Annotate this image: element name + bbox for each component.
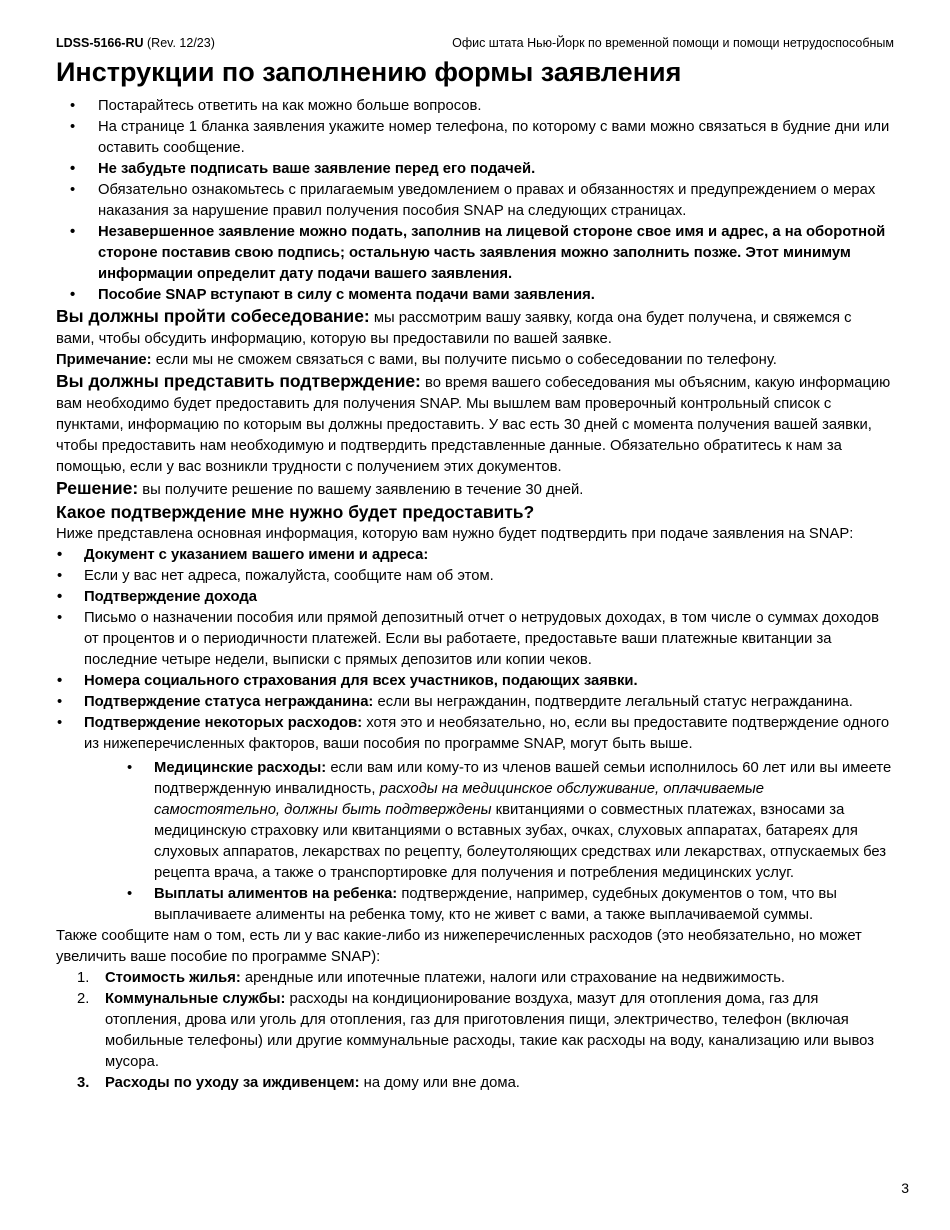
decision-heading: Решение: bbox=[56, 478, 139, 498]
item-label: Коммунальные службы: bbox=[105, 991, 286, 1007]
page-title: Инструкции по заполнению формы заявления bbox=[56, 57, 682, 87]
decision-text: вы получите решение по вашему заявлению в течение 30 дней. bbox=[138, 482, 584, 498]
page-header bbox=[56, 36, 894, 52]
proof-section-intro: Ниже представлена основная информация, которую вам нужно будет подтвердить при подаче заявления на SNAP: bbox=[56, 526, 854, 542]
proof-item-identity: • Документ с указанием вашего имени и адреса: bbox=[56, 545, 894, 566]
instruction-item: • На странице 1 бланка заявления укажите номер телефона, по которому с вами можно связаться в будние дни или оставить сообщение. bbox=[56, 117, 894, 159]
item-number: 2. bbox=[77, 991, 90, 1007]
other-expenses-list bbox=[56, 968, 894, 1094]
child-support-label: Выплаты алиментов на ребенка: bbox=[154, 886, 398, 902]
noncitizen-label: Подтверждение статуса негражданина: bbox=[84, 694, 374, 710]
interview-text: мы рассмотрим вашу заявку, когда она будет получена, и свяжемся с вами, чтобы обсудить информацию, которую вы предоставили по вашей заявке. bbox=[56, 310, 852, 347]
verification-paragraph bbox=[56, 371, 894, 478]
form-id: LDSS-5166-RU bbox=[56, 36, 144, 50]
instruction-item: • Обязательно ознакомьтесь с прилагаемым уведомлением о правах и обязанностях и предупреждением о мерах наказания за нарушение правил получения пособия SNAP на следующих страницах. bbox=[56, 180, 894, 222]
item-number: 1. bbox=[77, 970, 90, 986]
item-text: расходы на кондиционирование воздуха, мазут для отопления дома, газ для отопления, дрова или уголь для отопления, газ для приготовления пищи, электричество, телефон (включая мобильные телефоны) или другие коммунальные расходы, такие как расходы на воду, канализацию или вывоз мусора. bbox=[105, 991, 875, 1070]
interview-paragraph bbox=[56, 306, 894, 350]
expenses-sublist bbox=[84, 758, 894, 926]
noncitizen-text: если вы негражданин, подтвердите легальный статус негражданина. bbox=[373, 694, 853, 710]
interview-heading: Вы должны пройти собеседование: bbox=[56, 306, 370, 326]
item-text: арендные или ипотечные платежи, налоги или страхование на недвижимость. bbox=[240, 970, 786, 986]
decision-paragraph bbox=[56, 478, 894, 501]
proof-list bbox=[56, 545, 894, 926]
expenses-label: Подтверждение некоторых расходов: bbox=[84, 715, 363, 731]
form-revision: (Rev. 12/23) bbox=[147, 36, 215, 50]
document-body bbox=[56, 96, 894, 1094]
instruction-item: • Пособие SNAP вступают в силу с момента подачи вами заявления. bbox=[56, 285, 894, 306]
child-support-text: подтверждение, например, судебных документов о том, что вы выплачиваете алименты на ребенка тому, кто не живет с вами, а также выплачиваемой суммы. bbox=[154, 886, 837, 923]
item-text: на дому или вне дома. bbox=[359, 1075, 520, 1091]
item-number: 3. bbox=[77, 1075, 90, 1091]
item-label: Стоимость жилья: bbox=[105, 970, 241, 986]
medical-label: Медицинские расходы: bbox=[154, 760, 327, 776]
instructions-list bbox=[56, 96, 894, 306]
other-expense-item bbox=[56, 1073, 894, 1094]
note-text: если мы не сможем связаться с вами, вы получите письмо о собеседовании по телефону. bbox=[151, 352, 777, 368]
verification-heading: Вы должны представить подтверждение: bbox=[56, 371, 421, 391]
form-identifier bbox=[56, 36, 215, 50]
proof-section-heading: Какое подтверждение мне нужно будет предоставить? bbox=[56, 502, 535, 522]
proof-item-identity-detail: • Если у вас нет адреса, пожалуйста, сообщите нам об этом. bbox=[56, 566, 894, 587]
expense-item-medical bbox=[126, 758, 894, 884]
medical-text-2: квитанциями о совместных платежах, взносами за медицинскую страховку или квитанциями о вставных зубах, очках, слуховых аппаратах, батареях для слуховых аппаратов, лекарствах по рецепту, болеутоляющих средствах или лекарствах, отпускаемых без рецепта врача, а также о транспортировке для получения и потребления медицинских услуг. bbox=[154, 802, 887, 881]
instruction-item: • Незавершенное заявление можно подать, заполнив на лицевой стороне свое имя и адрес, а на оборотной стороне поставив свою подпись; остальную часть заявления можно заполнить позже. Этот минимум информации определит дату подачи вашего заявления. bbox=[56, 222, 894, 285]
proof-item-income: • Подтверждение дохода bbox=[56, 587, 894, 608]
proof-item-noncitizen bbox=[56, 692, 894, 713]
page-number: 3 bbox=[901, 1180, 909, 1196]
proof-item-expenses bbox=[56, 713, 894, 926]
note-label: Примечание: bbox=[56, 352, 152, 368]
verification-text: во время вашего собеседования мы объясним, какую информацию вам необходимо будет предоставить для получения SNAP. Мы вышлем вам проверочный контрольный список с пунктами, информацию по которым вы должны предоставить. У вас есть 30 дней с момента получения вашей заявки, чтобы предоставить нам необходимую и подтвердить представленные данные. Обязательно обратитесь к нам за помощью, если у вас возникли трудности с получением этих документов. bbox=[56, 375, 891, 475]
medical-italic-text: расходы на медицинское обслуживание, оплачиваемые самостоятельно, должны быть подтверждены bbox=[154, 781, 765, 818]
proof-item-income-detail: • Письмо о назначении пособия или прямой депозитный отчет о нетрудовых доходах, в том числе о суммах доходов от процентов и о периодичности платежей. Если вы работаете, предоставьте ваши платежные квитанции за последние четыре недели, выписки с прямых депозитов или копии чеков. bbox=[56, 608, 894, 671]
instruction-item: • Не забудьте подписать ваше заявление перед его подачей. bbox=[56, 159, 894, 180]
other-expense-item bbox=[56, 968, 894, 989]
proof-item-ssn: • Номера социального страхования для всех участников, подающих заявки. bbox=[56, 671, 894, 692]
expense-item-child-support bbox=[126, 884, 894, 926]
other-expenses-intro: Также сообщите нам о том, есть ли у вас какие-либо из нижеперечисленных расходов (это необязательно, но может увеличить ваше пособие по программе SNAP): bbox=[56, 928, 862, 965]
other-expense-item bbox=[56, 989, 894, 1073]
agency-name: Офис штата Нью-Йорк по временной помощи и помощи нетрудоспособным bbox=[452, 36, 894, 50]
item-label: Расходы по уходу за иждивенцем: bbox=[105, 1075, 360, 1091]
instruction-item: • Постарайтесь ответить на как можно больше вопросов. bbox=[56, 96, 894, 117]
expenses-text: хотя это и необязательно, но, если вы предоставите подтверждение одного из нижеперечисленных факторов, ваши пособия по программе SNAP, могут быть выше. bbox=[84, 715, 890, 752]
note-paragraph bbox=[56, 350, 894, 371]
medical-text-1: если вам или кому-то из членов вашей семьи исполнилось 60 лет или вы имеете подтвержденную инвалидность, bbox=[154, 760, 892, 797]
